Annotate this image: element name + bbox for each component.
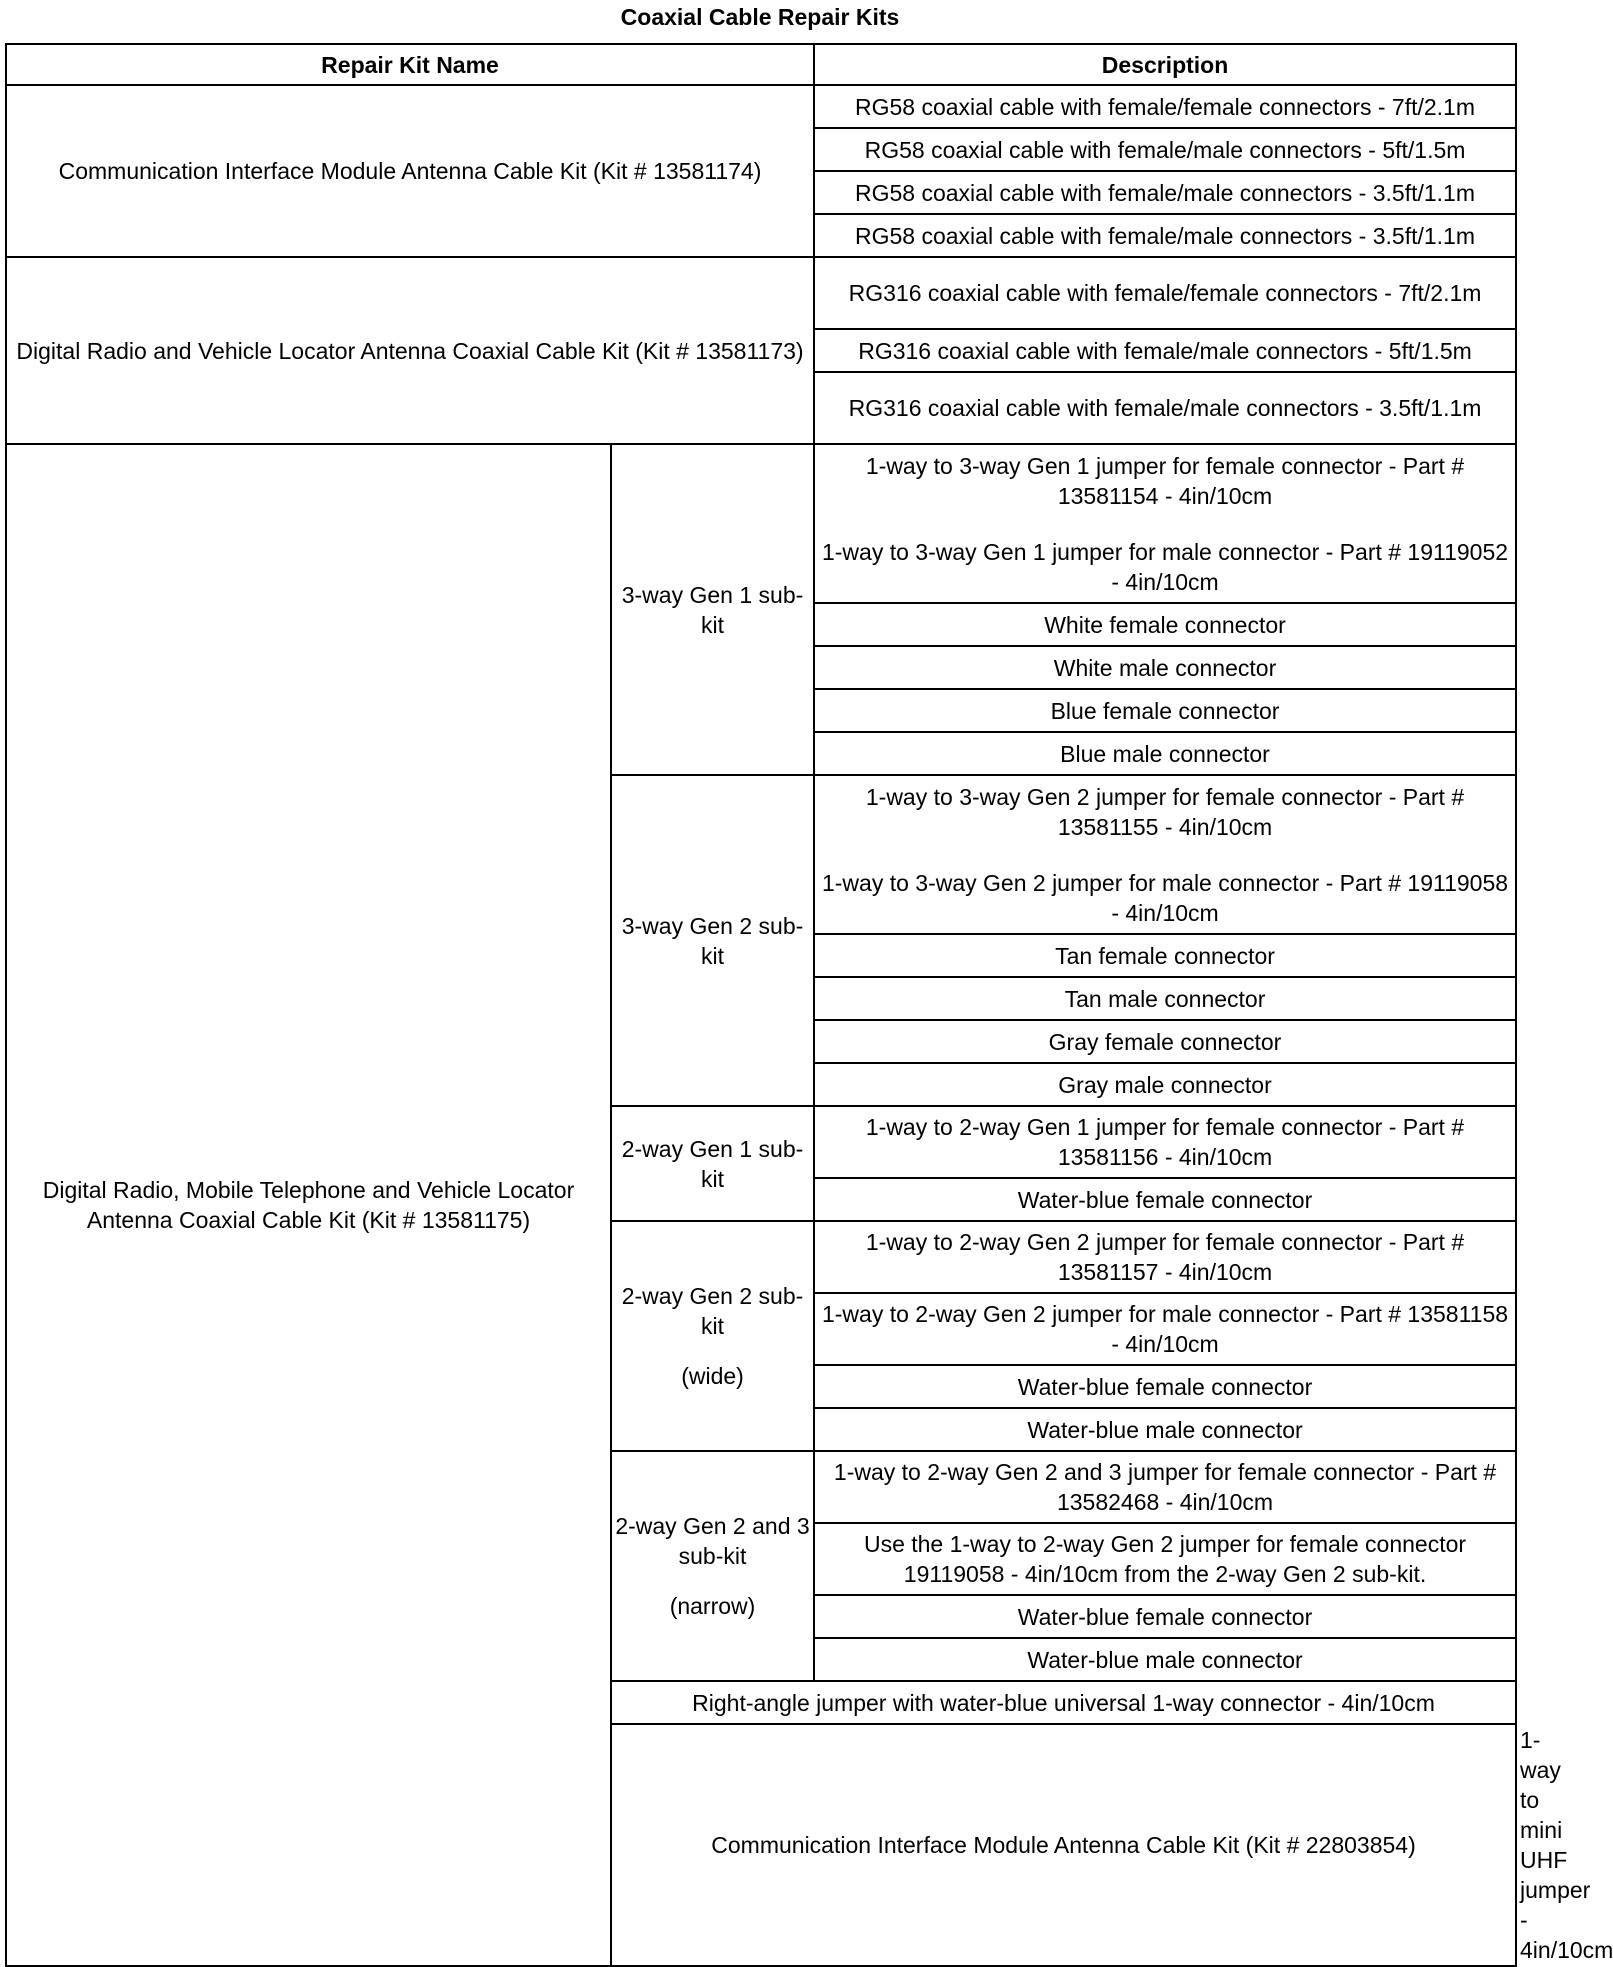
description-cell: Gray female connector [814, 1020, 1516, 1063]
description-cell: 1-way to 2-way Gen 2 jumper for male connector - Part # 13581158 - 4in/10cm [814, 1293, 1516, 1365]
description-cell: RG58 coaxial cable with female/male connectors - 5ft/1.5m [814, 128, 1516, 171]
description-cell: Use the 1-way to 2-way Gen 2 jumper for female connector 19119058 - 4in/10cm from the 2-way Gen 2 sub-kit. [814, 1523, 1516, 1595]
subkit-name-text: 2-way Gen 2 and 3 sub-kit [615, 1513, 810, 1569]
description-cell: Water-blue female connector [814, 1178, 1516, 1221]
kit-name-cell: Digital Radio, Mobile Telephone and Vehicle Locator Antenna Coaxial Cable Kit (Kit # 13581175) [6, 444, 611, 1966]
description-cell: 1-way to 2-way Gen 2 jumper for female connector - Part # 13581157 - 4in/10cm [814, 1221, 1516, 1293]
description-cell: Blue male connector [814, 732, 1516, 775]
kit-name-cell: Communication Interface Module Antenna Cable Kit (Kit # 22803854) [611, 1724, 1516, 1966]
subkit-note: (wide) [681, 1363, 744, 1389]
description-cell: Water-blue female connector [814, 1365, 1516, 1408]
description-cell: Tan male connector [814, 977, 1516, 1020]
subkit-name-cell: 3-way Gen 1 sub-kit [611, 444, 814, 775]
description-cell: RG316 coaxial cable with female/male connectors - 5ft/1.5m [814, 329, 1516, 372]
header-description: Description [814, 44, 1516, 85]
subkit-name-cell: 2-way Gen 1 sub-kit [611, 1106, 814, 1221]
description-cell: Gray male connector [814, 1063, 1516, 1106]
table-row [6, 257, 1516, 329]
description-cell: RG58 coaxial cable with female/male connectors - 3.5ft/1.1m [814, 171, 1516, 214]
jumper-male-text: 1-way to 3-way Gen 1 jumper for male connector - Part # 19119052 - 4in/10cm [821, 538, 1509, 595]
kit-name-cell: Communication Interface Module Antenna Cable Kit (Kit # 13581174) [6, 85, 814, 257]
kit-name-cell: Digital Radio and Vehicle Locator Antenna Coaxial Cable Kit (Kit # 13581173) [6, 257, 814, 444]
subkit-name-cell [611, 1221, 814, 1451]
description-cell: White male connector [814, 646, 1516, 689]
description-cell: 1-way to 2-way Gen 1 jumper for female connector - Part # 13581156 - 4in/10cm [814, 1106, 1516, 1178]
description-cell: RG316 coaxial cable with female/female connectors - 7ft/2.1m [814, 257, 1516, 329]
description-cell: RG58 coaxial cable with female/female connectors - 7ft/2.1m [814, 85, 1516, 128]
description-cell: Water-blue male connector [814, 1638, 1516, 1681]
description-cell: Tan female connector [814, 934, 1516, 977]
subkit-name-cell [611, 1451, 814, 1681]
jumper-male-text: 1-way to 3-way Gen 2 jumper for male connector - Part # 19119058 - 4in/10cm [821, 869, 1509, 926]
table-row: Communication Interface Module Antenna Cable Kit (Kit # 22803854) 1-way to mini UHF jumper - 4in/10cm [6, 1724, 1516, 1966]
description-cell: Water-blue female connector [814, 1595, 1516, 1638]
description-cell: Water-blue male connector [814, 1408, 1516, 1451]
subkit-name-text: 2-way Gen 2 sub-kit [621, 1283, 804, 1339]
description-cell: Right-angle jumper with water-blue universal 1-way connector - 4in/10cm [611, 1681, 1516, 1724]
description-cell: RG58 coaxial cable with female/male connectors - 3.5ft/1.1m [814, 214, 1516, 257]
table-row [6, 444, 1516, 603]
header-row [6, 44, 1516, 85]
description-cell: RG316 coaxial cable with female/male connectors - 3.5ft/1.1m [814, 372, 1516, 444]
header-repair-kit-name: Repair Kit Name [6, 44, 814, 85]
description-cell [814, 444, 1516, 603]
table-row [6, 85, 1516, 128]
description-cell: Blue female connector [814, 689, 1516, 732]
page-title: Coaxial Cable Repair Kits [620, 4, 900, 30]
subkit-name-cell: 3-way Gen 2 sub-kit [611, 775, 814, 1106]
description-cell: 1-way to 2-way Gen 2 and 3 jumper for female connector - Part # 13582468 - 4in/10cm [814, 1451, 1516, 1523]
subkit-note: (narrow) [669, 1593, 756, 1619]
description-cell: White female connector [814, 603, 1516, 646]
repair-kits-table [5, 43, 1613, 1967]
jumper-female-text: 1-way to 3-way Gen 1 jumper for female connector - Part # 13581154 - 4in/10cm [865, 452, 1465, 509]
description-cell [814, 775, 1516, 934]
jumper-female-text: 1-way to 3-way Gen 2 jumper for female connector - Part # 13581155 - 4in/10cm [865, 783, 1465, 840]
